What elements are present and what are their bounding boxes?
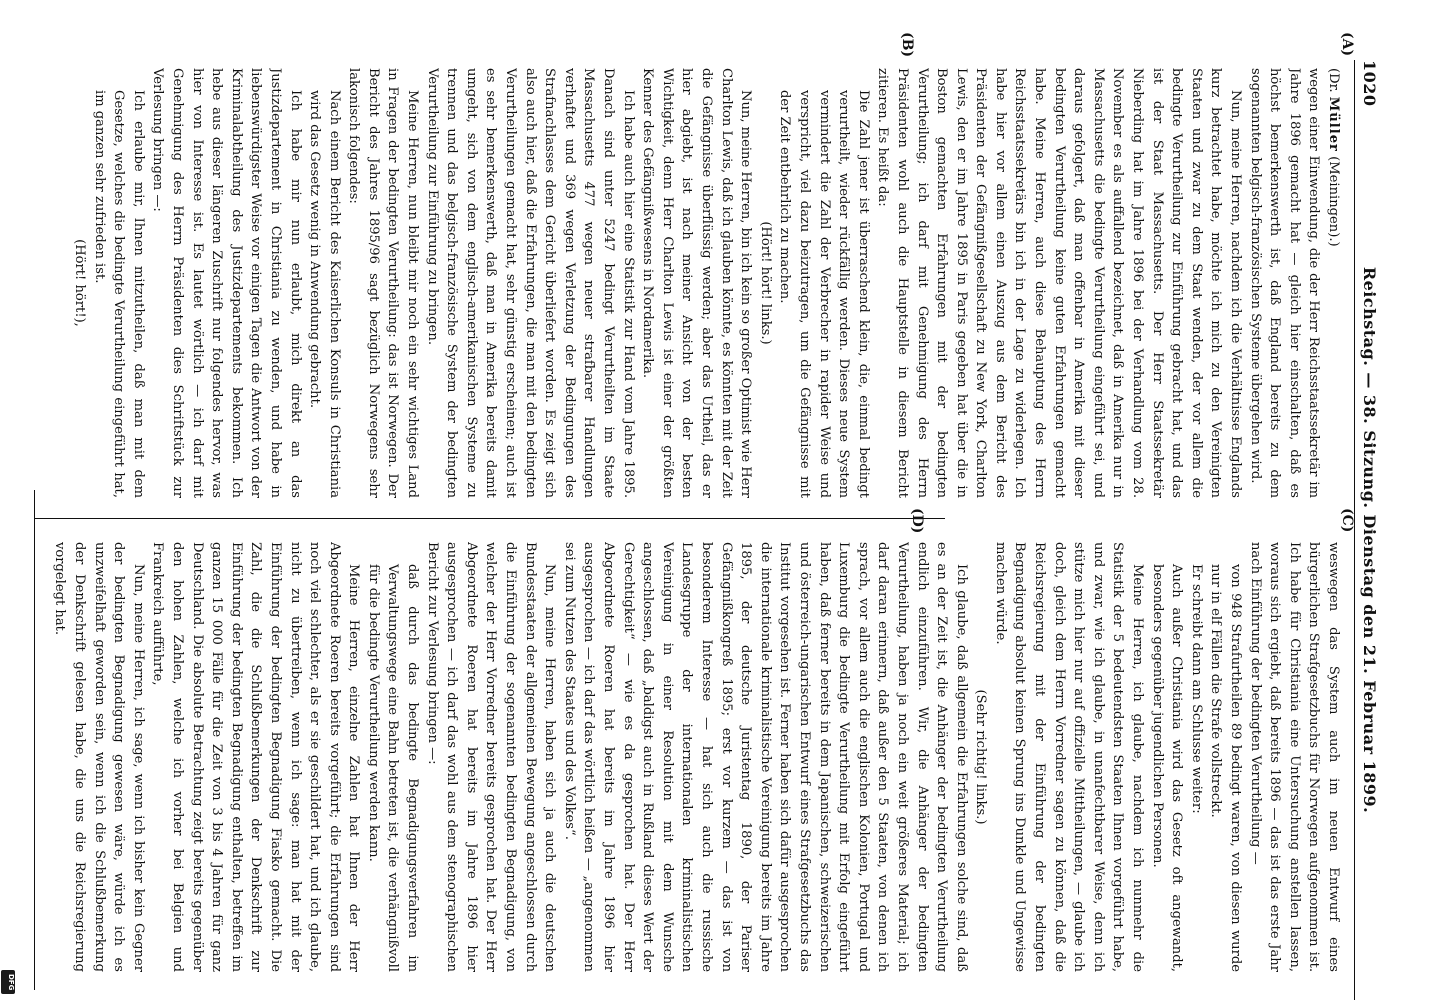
quotation: von 948 Strafurtheilen 89 bedingt waren, von diesen wurde nur in elf Fällen die Strafe vollstreckt. [1208,564,1244,972]
paragraph: weswegen das System auch im neuen Entwurf eines bürgerlichen Strafgesetzbuchs für Norwegen aufgenommen ist. Ich habe für Christiania eine Untersuchung anstellen lassen, woraus sich ergiebt, daß bereits 1896 — das ist das erste Jahr nach Einführung der bedingten Verurtheilung — [1247,542,1341,972]
running-title: Reichstag. — 38. Sitzung. Dienstag den 21. Februar 1899. [1360,266,1380,814]
quotation: Ich erlaube mir, Ihnen mitzutheilen, daß man mit dem Gesetze, welches die bedingte Verurtheilung eingeführt hat, im ganzen sehr zufrieden ist. [91,90,146,498]
paragraph: Nun, meine Herren, haben sich ja auch die deutschen Bundesstaaten der allgemeinen Bewegung angeschlossen durch die Einführung der sogenannten bedingten Begnadigung, von welcher der Herr Vorredner bereits gesprochen hat. Der Herr Abgeordnete Roeren hat bereits im Jahre 1896 hier ausgesprochen — ich darf das wohl aus dem stenographischen Bericht zur Verlesung bringen —: [424,542,558,972]
quotation: Nach einem Bericht des Kaiserlichen Konsuls in Christiania wird das Gesetz wenig in Anwendung gebracht. [307,90,342,498]
paragraph: Ich habe mir nun erlaubt, mich direkt an das Justizdepartement in Christiania zu wenden, und habe in liebenswürdigster Weise vor einigen Tagen die Antwort von der Kriminalabtheilung des Justizdepartements bekommen. Ich hebe aus dieser längeren Zuschrift nur folgendes hervor, was hier von Interesse ist. Es lautet wörtlich — ich darf mit Genehmigung des Herrn Präsidenten dies Schriftstück zur Verlesung bringen —: [150,68,303,498]
paragraph: Nun, meine Herren, nachdem ich die Verhältnisse Englands kurz betrachtet habe, möchte ich mich zu den Vereinigten Staaten und zwar zu dem Staat wenden, der vor allem die bedingte Verurtheilung zur Einführung gebracht hat, und das ist der Staat Massachusetts. Der Herr Staatssekretär Nieberding hat im Jahre 1896 bei der Verhandlung vom 28. November es als auffallend bezeichnet, daß in Amerika nur in Massachusetts die bedingte Verurtheilung eingeführt sei, und daraus gefolgert, daß man offenbar in Amerika mit dieser bedingten Verurtheilung keine guten Erfahrungen gemacht habe. Meine Herren, auch diese Behauptung des Herrn Reichsstaatssekretärs bin ich in der Lage zu widerlegen. Ich habe hier vor allem einen Auszug aus dem Bericht des Präsidenten der Gefängnißgesellschaft zu New York, Charlton Lewis, den er im Jahre 1895 in Paris gegeben hat über die in Boston gemachten Erfahrungen mit der bedingten Verurtheilung; ich darf mit Genehmigung des Herrn Präsidenten wohl auch die Hauptstelle in diesem Bericht zitieren. Es heißt da: [875,68,1244,498]
footer-rule [34,490,35,990]
speaker-suffix: (Meiningen).) [1326,156,1341,247]
speaker-line [1323,68,1343,498]
paragraph: Ich habe auch hier eine Statistik zur Hand vom Jahre 1895. Danach sind unter 5247 bedingt Verurtheilten im Staate Massachusetts 477 wegen neuer strafbarer Handlungen verhaftet und 369 wegen Verletzung der Bedingungen des Strafnachlasses dem Gericht überliefert worden. Es zeigt sich also auch hier, daß die Erfahrungen, die man mit den bedingten Verurtheilungen gemacht hat, sehr günstig erscheinen; auch ist es sehr bemerkenswerth, daß man in Amerika bereits damit umgeht, sich von dem englisch-amerikanischen Systeme zu trennen und das belgisch-französische System der bedingten Verurtheilung zur Einführung zu bringen. [424,68,636,498]
margin-marker-a: (A) [1339,32,1355,57]
paragraph: Meine Herren, einzelne Zahlen hat Ihnen der Herr Abgeordnete Roeren bereits vorgeführt; die Erfahrungen sind noch viel schlechter, als er sie geschildert hat, und ich glaube, nicht zu übertreiben, wenn ich sage: man hat mit der Einführung der bedingten Begnadigung Fiasko gemacht. Die Zahl, die die Schlußbemerkungen der Denkschrift zur Einführung der bedingten Begnadigung enthalten, betreffen im ganzen 15 000 Fälle für die Zeit von 3 bis 4 Jahren für ganz Deutschland. Die absolute Betrachtung zeigt bereits gegenüber den hohen Zahlen, welche ich vorher bei Belgien und Frankreich aufführte, [150,542,362,972]
paragraph: Meine Herren, ich glaube, nachdem ich nunmehr die Statistik der 5 bedeutendsten Staaten Ihnen vorgeführt habe, und zwar, wie ich glaube, in unanfechtbarer Weise, denn ich stütze mich hier nur auf offizielle Mittheilungen, — glaube ich doch, gleich dem Herrn Vorredner sagen zu können, daß die Reichsregierung mit der Einführung der bedingten Begnadigung absolut keinen Sprung ins Dunkle und Ungewisse machen würde. [992,542,1146,972]
left-column [33,68,1343,498]
interjection: (Hört! hört! links.) [757,221,773,345]
quotation: daß durch das bedingte Begnadigungsverfahren im Verwaltungswege eine Bahn betreten ist, die verhängnißvoll für die bedingte Verurtheilung werden kann. [365,564,421,972]
right-column [33,542,1343,972]
paragraph: Ich glaube, daß allgemein die Erfahrungen solche sind, daß es an der Zeit ist, die Anhänger der bedingten Verurtheilung endlich einzuführen. Wir, die Anhänger der bedingten Verurtheilung, haben ja noch ein weit größeres Material; ich darf daran erinnern, daß außer den 5 Staaten, von denen ich sprach, vor allem auch die englischen Kolonien, Portugal und Luxemburg die bedingte Verurtheilung mit Erfolg eingeführt haben, daß ferner bereits in dem Japanischen, schweizerischen und österreich-ungarischen Entwurf eines Strafgesetzbuchs das Institut vorgesehen ist. Ferner haben sich dafür ausgesprochen die internationale kriminalistische Vereinigung bereits im Jahre 1895, der deutsche Juristentag 1890, der Pariser Gefängnißkongreß 1895; erst vor kurzem — das ist von besonderem Interesse — hat sich auch die russische Landesgruppe der internationalen kriminalistischen Vereinigung in einer Resolution mit dem Wunsche angeschlossen, daß „baldigst auch in Rußland dieses Wert der Gerechtigkeit“ — wie es da gesprochen hat. Der Herr Abgeordnete Roeren hat bereits im Jahre 1896 hier ausgesprochen — ich darf das wörtlich heißen — „angenommen sei zum Nutzen des Staates und des Volkes“. [561,542,969,972]
dfg-logo: DFG [1,970,15,994]
paragraph: Er schreibt dann am Schlusse weiter: [1188,564,1204,814]
speaker-name: Müller [1326,96,1341,152]
scanned-page [15,32,1385,1000]
interjection: (Hört! hört!), [72,239,87,327]
margin-marker-c: (C) [1339,508,1355,533]
paragraph: Meine Herren, nun bleibt mir noch ein sehr wichtiges Land in Fragen der bedingten Verurtheilung: das ist Norwegen. Der Bericht des Jahres 1895/96 sagt bezüglich Norwegens sehr lakonisch folgendes: [346,68,421,498]
margin-marker-b: (B) [899,32,915,58]
page-number: 1020 [1360,60,1380,107]
column-divider [35,518,945,519]
paragraph: Nun, meine Herren, bin ich kein so großer Optimist wie Herr Charlton Lewis, daß ich glauben könnte, es könnten mit der Zeit die Gefängnisse überflüssig werden; aber das Urtheil, das er hier abgiebt, ist nach meiner Ansicht von der besten Wichtigkeit, denn Herr Charlton Lewis ist einer der größten Kenner des Gefängnißwesens in Nordamerika. [640,68,754,498]
margin-marker-d: (D) [909,508,925,534]
quotation: Auch außer Christiania wird das Gesetz oft angewandt, besonders gegenüber jugendlichen Personen. [1149,564,1185,972]
paragraph: wegen einer Einwendung, die der Herr Reichsstaatssekretär im Jahre 1896 gemacht hat — gleich hier einschalten, daß es höchst bemerkenswerth ist, daß England bereits zu dem sogenannten belgisch-französischen Systeme übergehen wird. [1247,68,1322,498]
interjection: (Sehr richtig! links.) [973,689,989,825]
paragraph: Nun, meine Herren, ich sage, wenn ich bisher kein Gegner der bedingten Begnadigung gewesen wäre, würde ich es unzweifelhaft geworden sein, wenn ich die Schlußbemerkung der Denkschrift gelesen habe, die uns die Reichsregierung vorgelegt hat. [52,542,146,972]
page-header [1354,60,1385,1000]
quotation: Die Zahl jener ist überraschend klein, die, einmal bedingt verurtheilt, wieder rückfällig werden. Dieses neue System vermindert die Zahl der Verbrecher in rapider Weise und verspricht, viel dazu beizutragen, um die Gefängnisse mit der Zeit entbehrlich zu machen. [777,90,871,498]
speaker-prefix: (Dr. [1326,68,1341,93]
